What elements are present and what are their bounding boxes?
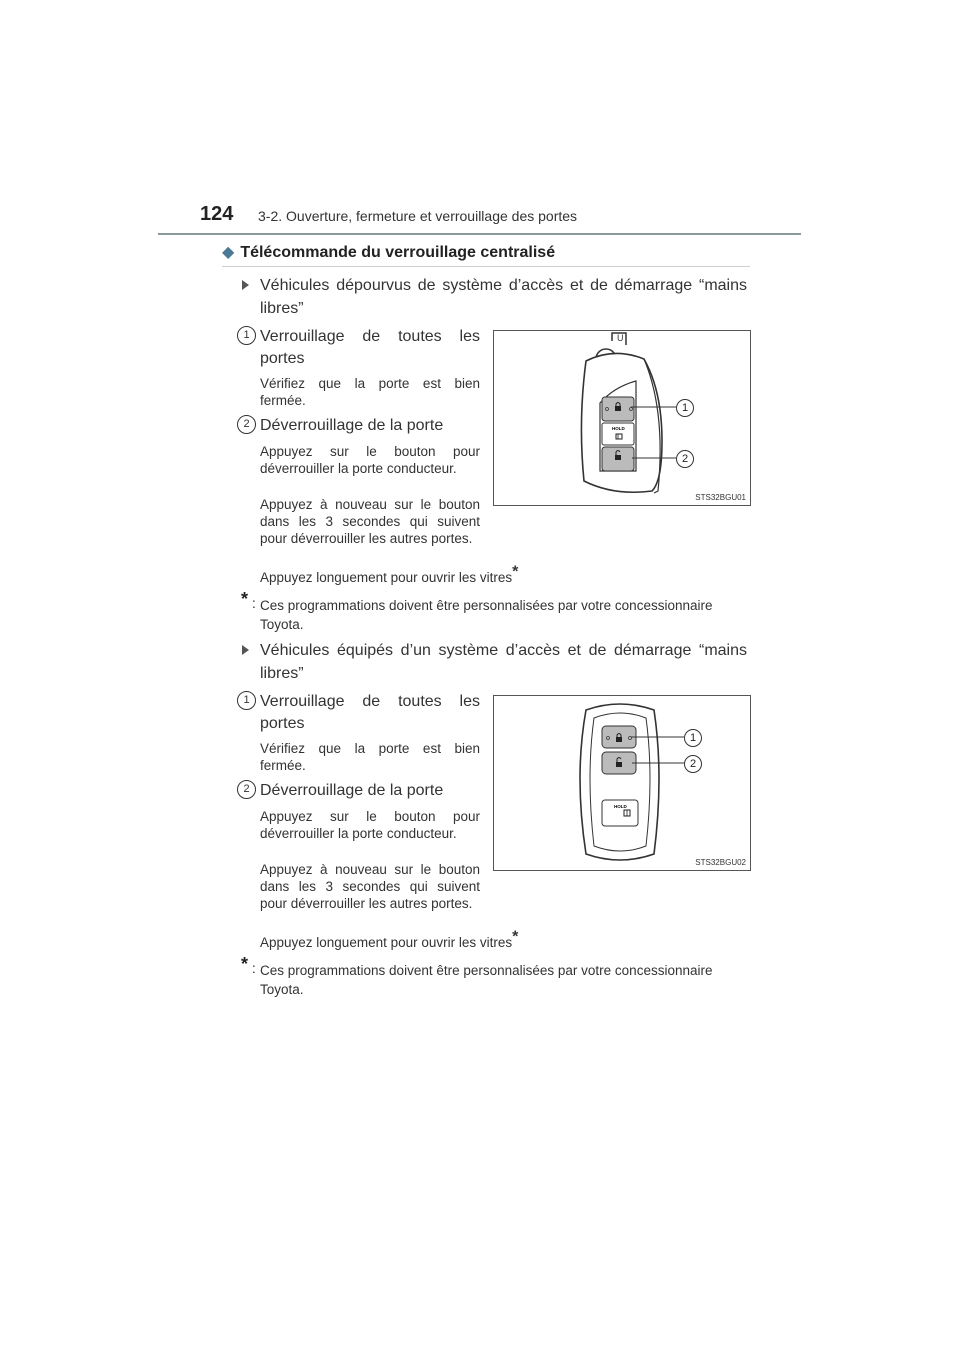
item-body-windows: Appuyez longuement pour ouvrir les vitres* [260, 928, 519, 950]
footnote-colon: : [252, 961, 256, 976]
asterisk-mark: * [512, 928, 519, 946]
item-title-lock-all: Verrouillage de toutes les [260, 328, 480, 345]
item-title-unlock: Déverrouillage de la porte [260, 417, 444, 434]
item-body-unlock-others: Appuyez à nouveau sur le bouton dans les 3 secondes qui suivent pour déverrouiller les autres portes. [260, 497, 480, 546]
item-body-lock-all: Vérifiez que la porte est bien fermée. [260, 741, 480, 773]
asterisk-mark: * [512, 563, 519, 581]
item-title-lock-all-cont: portes [260, 715, 305, 732]
section-title-text: Télécommande du verrouillage centralisé [240, 244, 556, 261]
footnote-asterisk: * [241, 589, 249, 609]
callout-1: 1 [676, 399, 694, 417]
callout-1: 1 [684, 729, 702, 747]
triangle-bullet-icon [242, 645, 249, 655]
item-number-2: 2 [237, 780, 256, 799]
header-rule [158, 233, 801, 235]
diamond-bullet-icon: ◆ [222, 244, 235, 261]
page-number: 124 [200, 203, 234, 225]
item-body-unlock-others: Appuyez à nouveau sur le bouton dans les 3 secondes qui suivent pour déverrouiller les autres portes. [260, 862, 480, 911]
triangle-bullet-icon [242, 280, 249, 290]
hold-label: HOLD [614, 804, 627, 809]
callout-2: 2 [684, 755, 702, 773]
figure-code: STS32BGU02 [695, 858, 746, 867]
section-rule [222, 266, 750, 267]
item-body-unlock-driver: Appuyez sur le bouton pour déverrouiller la porte conducteur. [260, 444, 480, 476]
footnote-colon: : [252, 596, 256, 611]
item-number-1: 1 [237, 691, 256, 710]
figure-smart-key [493, 695, 751, 871]
running-header: 3-2. Ouverture, fermeture et verrouillage des portes [258, 208, 578, 224]
item-title-unlock: Déverrouillage de la porte [260, 782, 444, 799]
callout-2: 2 [676, 450, 694, 468]
sub-heading-no-smart-key: Véhicules dépourvus de système d’accès et de démarrage “mains libres” [242, 274, 747, 320]
section-title [222, 242, 555, 262]
key-marker: U [617, 333, 624, 343]
item-body-unlock-driver: Appuyez sur le bouton pour déverrouiller la porte conducteur. [260, 809, 480, 841]
hold-label: HOLD [612, 426, 625, 431]
flip-key-illustration [494, 331, 750, 505]
figure-code: STS32BGU01 [695, 493, 746, 502]
figure-flip-key [493, 330, 751, 506]
item-title-lock-all: Verrouillage de toutes les [260, 693, 480, 710]
smart-key-illustration [494, 696, 750, 870]
item-body-lock-all: Vérifiez que la porte est bien fermée. [260, 376, 480, 408]
footnote-asterisk: * [241, 954, 249, 974]
sub-heading-smart-key: Véhicules équipés d’un système d’accès et de démarrage “mains libres” [242, 639, 747, 685]
footnote-text: Ces programmations doivent être personnalisées par votre concessionnaire Toyota. [260, 963, 713, 997]
item-number-1: 1 [237, 326, 256, 345]
item-title-lock-all-cont: portes [260, 350, 305, 367]
footnote-text: Ces programmations doivent être personnalisées par votre concessionnaire Toyota. [260, 598, 713, 632]
item-body-windows: Appuyez longuement pour ouvrir les vitres* [260, 563, 519, 585]
item-number-2: 2 [237, 415, 256, 434]
